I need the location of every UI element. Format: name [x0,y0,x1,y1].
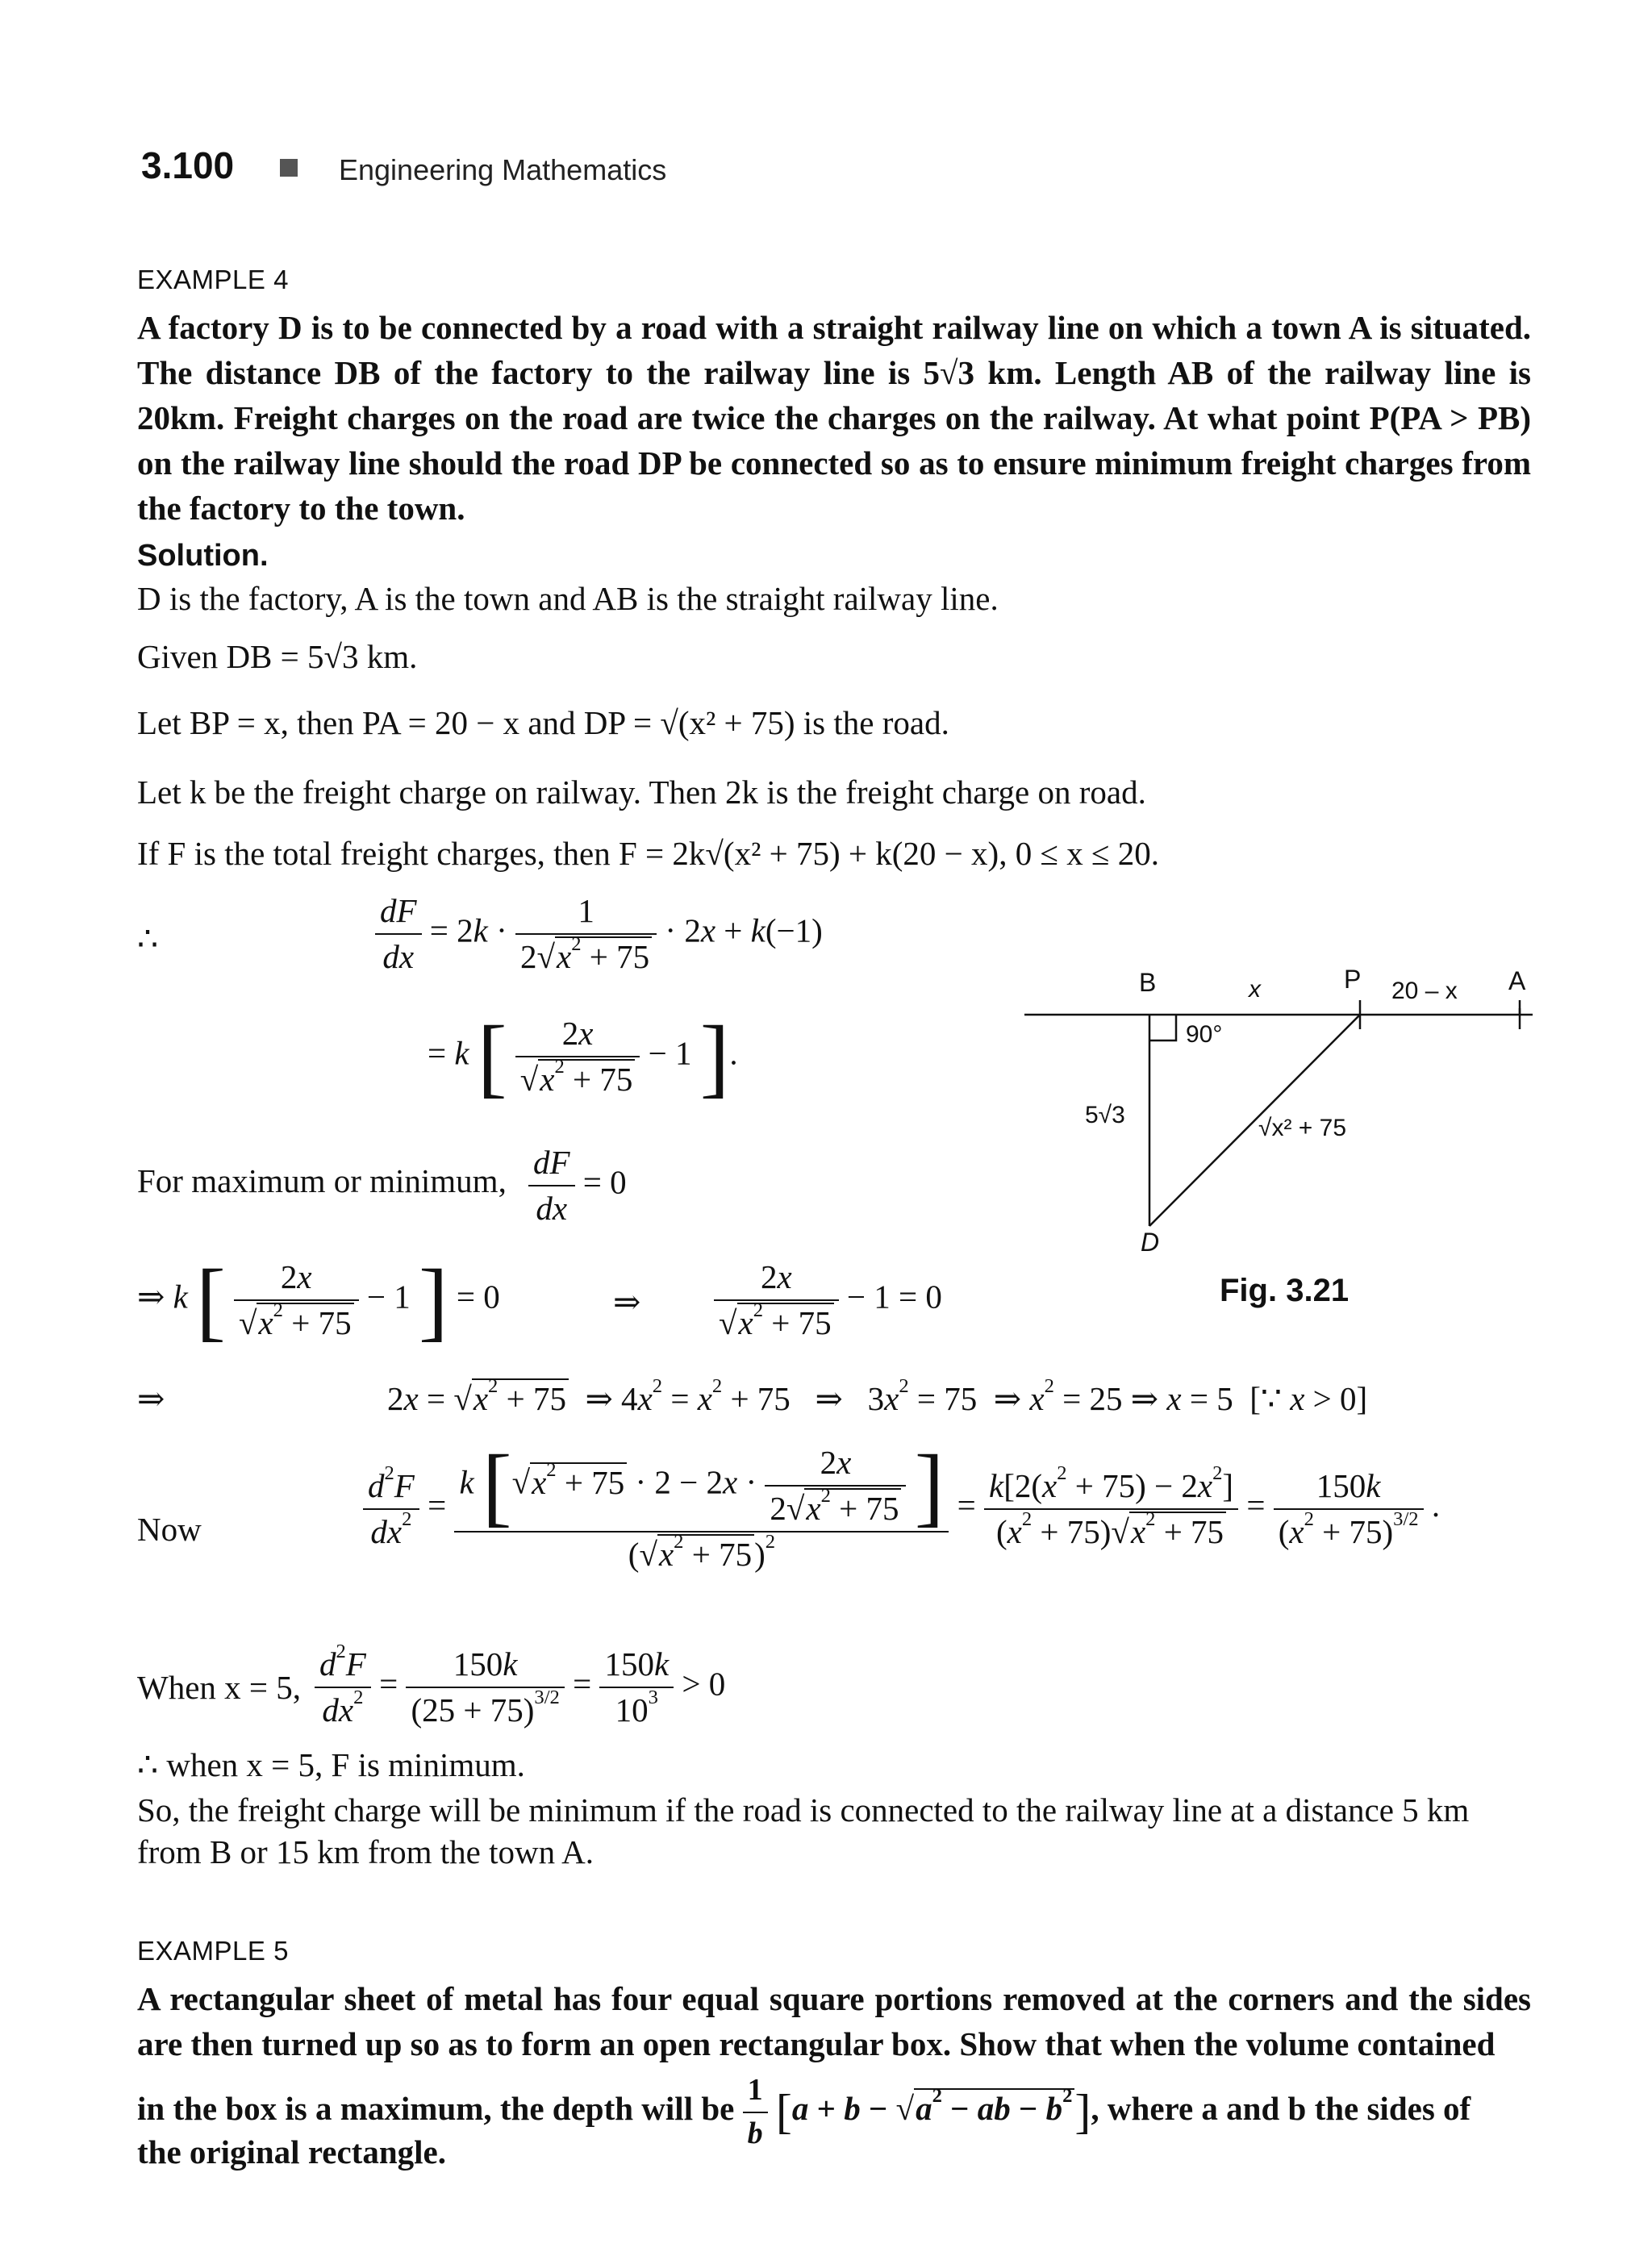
example-5-label: EXAMPLE 5 [137,1936,289,1966]
conclusion-1: ∴ when x = 5, F is minimum. [137,1746,525,1783]
conclusion-2: So, the freight charge will be minimum if the road is connected to the railway line at a distance 5 km from B or 15 km from the town A. [137,1791,1470,1870]
page-number: 3.100 [141,144,235,186]
implies-arrow-2: ⇒ [137,1380,165,1417]
equation-implies-bracket: ⇒ k [ $\frac{2x}{√x^2 + 75}$ − 1 ] = 0 [137,1251,500,1350]
equation-when-x-5: $\frac{d^2F}{dx^2}$ = $\frac{150k}{(25 + 75)^{3/2}}$ = $\frac{150k}{10^3}$ > 0 [315,1645,725,1729]
now-text: Now [137,1511,202,1548]
example-4-problem: A factory D is to be connected by a road with a straight railway line on which a town A is situated. The distance DB of the factory to the railway line is 5√3 km. Length AB of the railway line is 20km. Freight charges on the road are twice the charges on the railway. At what point P(PA > PB) on the railway line should the road DP be connected so as to ensure minimum freight charges from the factory to the town. [137,309,1531,527]
example-4-label: EXAMPLE 4 [137,265,289,294]
fig-label-20-minus-x: 20 – x [1391,978,1458,1004]
example-5-problem-part-1: A rectangular sheet of metal has four equal square portions removed at the corners and the sides are then turned up so as to form an open rectangular box. Show that when the volume contained [137,1980,1531,2062]
fig-label-hypotenuse: √x² + 75 [1258,1115,1347,1141]
example-5-problem-part-2b: , where a and b the sides of [1091,2090,1471,2128]
equation-second-derivative: $\frac{d^2F}{dx^2}$ = k [$√x^2 + 75 \cdot 2 - 2x$ · $\frac{2x}{2√x^2 + 75}$ ] $(√x^2 + 75)^2$ = $\frac{k[2(x^2 + 75) - 2x^2]}{(x^2 + 75)√x^2 + 75}$ = $\frac{150k}{(x^2 + 75)^{3/2}}$ . [363,1444,1440,1574]
fig-label-90-degrees: 90° [1186,1021,1223,1048]
when-text: When x = 5, [137,1669,302,1706]
running-title: Engineering Mathematics [339,153,667,186]
example-5-problem-line: in the box is a maximum, the depth will be $\frac{1}{b}$ [$a + b - √a^2$ − ab − $b^2$], where a and b the sides of [137,2073,1471,2150]
example-5-problem-part-3: the original rectangle. [137,2133,446,2171]
figure-caption: Fig. 3.21 [1220,1273,1350,1308]
equation-dF-dx-simplified: = k [ $\frac{2x}{√x^2 + 75}$ − 1 ]. [428,1007,738,1107]
given-line-4: Let k be the freight charge on railway. Then 2k is the freight charge on road. [137,774,1146,811]
fig-label-D: D [1141,1228,1160,1257]
implies-arrow: ⇒ [613,1283,641,1320]
given-line-2: Given DB = 5√3 km. [137,638,418,675]
fig-label-B: B [1139,968,1157,997]
max-min-text: For maximum or minimum, [137,1162,507,1199]
equation-solve-x: $2x = √x^2 + 75$ ⇒ $4x^2 = x^2 + 75$ ⇒ $3x^2 = 75$ ⇒ $x^2 = 25$ ⇒ x = 5 [∵ x > 0] [387,1374,1368,1417]
fig-label-x: x [1249,976,1261,1003]
equation-dF-dx-zero: $\frac{dF}{dx}$ = 0 [528,1144,627,1228]
solution-label: Solution. [137,539,269,573]
fig-label-5root3: 5√3 [1085,1102,1125,1128]
equation-implies-fraction: $\frac{2x}{√x^2 + 75}$ − 1 = 0 [714,1258,942,1342]
given-line-5: If F is the total freight charges, then F = 2k√(x² + 75) + k(20 − x), 0 ≤ x ≤ 20. [137,835,1159,872]
therefore-symbol: ∴ [137,920,159,957]
given-line-1: D is the factory, A is the town and AB is the straight railway line. [137,580,999,617]
given-line-3: Let BP = x, then PA = 20 − x and DP = √(x² + 75) is the road. [137,704,949,741]
fig-label-A: A [1508,966,1526,995]
right-angle-marker [1149,1015,1176,1040]
example-5-problem-part-2a: in the box is a maximum, the depth will be [137,2090,735,2128]
fig-label-P: P [1344,965,1362,994]
header-square-icon [280,159,298,177]
equation-dF-dx: $\frac{dF}{dx}$ = 2k · $\frac{1}{2√x^2 + 75}$ · 2x + k(−1) [375,892,823,976]
